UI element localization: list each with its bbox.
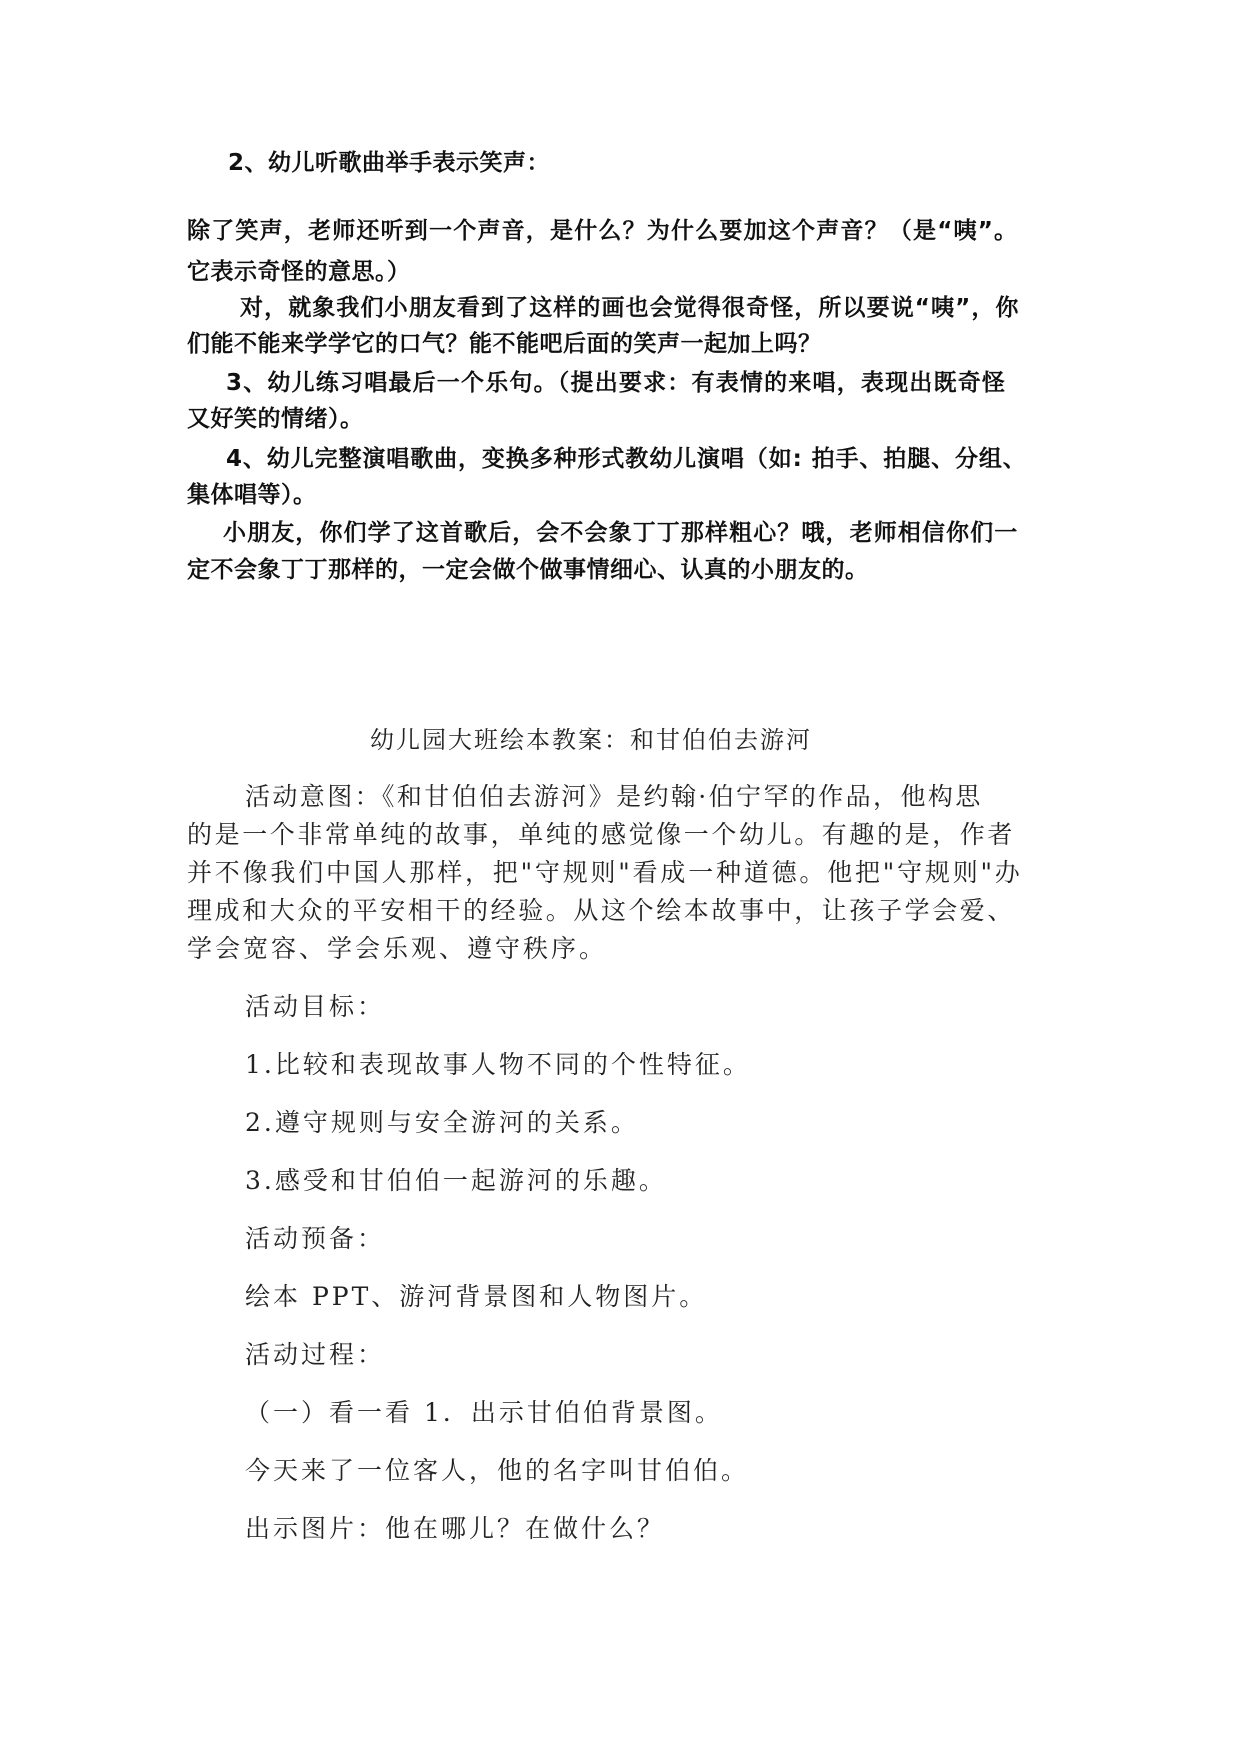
para2-line1: 对，就象我们小朋友看到了这样的画也会觉得很奇怪，所以要说“咦”，你: [240, 295, 1020, 321]
intent-line1: 活动意图：《和甘伯伯去游河》是约翰·伯宁罕的作品，他构思: [245, 782, 983, 811]
goals-heading: 活动目标：: [245, 992, 386, 1021]
intent-line4: 理成和大众的平安相干的经验。从这个绘本故事中，让孩子学会爱、: [187, 896, 1016, 925]
closing-line2: 定不会象丁丁那样的，一定会做个做事情细心、认真的小朋友的。: [187, 557, 869, 583]
goal-1: 1.比较和表现故事人物不同的个性特征。: [245, 1050, 751, 1079]
step3-line1: 3、幼儿练习唱最后一个乐句。（提出要求：有表情的来唱，表现出既奇怪: [226, 370, 1007, 396]
step2-heading: 2、幼儿听歌曲举手表示笑声：: [228, 150, 551, 176]
process-line3: 出示图片：他在哪儿？在做什么？: [245, 1514, 666, 1543]
intent-line2: 的是一个非常单纯的故事，单纯的感觉像一个幼儿。有趣的是，作者: [187, 820, 1016, 849]
step3-line2: 又好笑的情绪）。: [187, 406, 364, 432]
para1-line2: 它表示奇怪的意思。）: [187, 259, 411, 285]
para2-line2: 们能不能来学学它的口气？能不能吧后面的笑声一起加上吗？: [187, 331, 822, 357]
para1-line1: 除了笑声，老师还听到一个声音，是什么？为什么要加这个声音？（是“咦”。: [187, 218, 1019, 244]
intent-line3: 并不像我们中国人那样，把"守规则"看成一种道德。他把"守规则"办: [187, 858, 1023, 887]
process-step1: （一）看一看 1．出示甘伯伯背景图。: [245, 1398, 723, 1427]
prep-text: 绘本 PPT、游河背景图和人物图片。: [245, 1282, 708, 1311]
goal-3: 3.感受和甘伯伯一起游河的乐趣。: [245, 1166, 667, 1195]
process-heading: 活动过程：: [245, 1340, 386, 1369]
closing-line1: 小朋友，你们学了这首歌后，会不会象丁丁那样粗心？哦，老师相信你们一: [223, 520, 1019, 546]
step4-line2: 集体唱等）。: [187, 482, 317, 508]
step4-line1: 4、幼儿完整演唱歌曲，变换多种形式教幼儿演唱（如: 拍手、拍腿、分组、: [226, 446, 1027, 472]
lesson-title: 幼儿园大班绘本教案：和甘伯伯去游河: [370, 726, 812, 754]
goal-2: 2.遵守规则与安全游河的关系。: [245, 1108, 639, 1137]
process-line2: 今天来了一位客人，他的名字叫甘伯伯。: [245, 1456, 750, 1485]
intent-line5: 学会宽容、学会乐观、遵守秩序。: [187, 934, 608, 963]
prep-heading: 活动预备：: [245, 1224, 386, 1253]
